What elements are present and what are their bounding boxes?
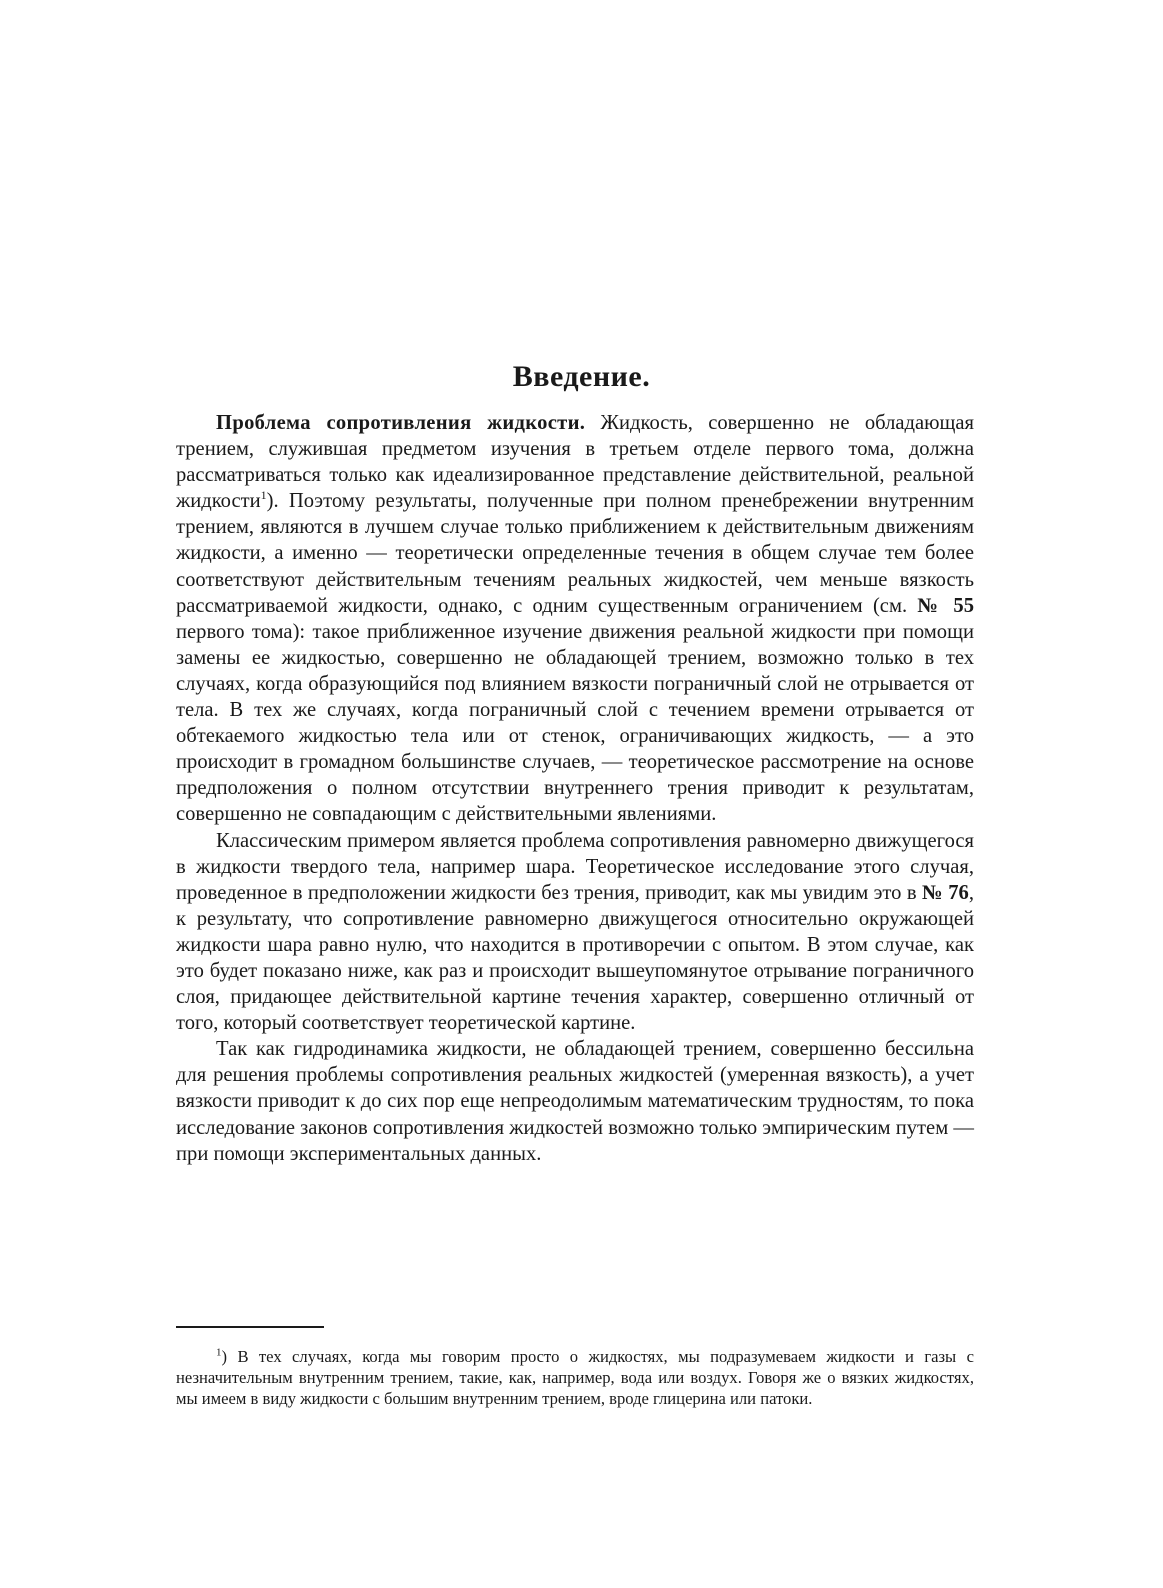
section-run-head: Проблема сопротивления жидкости.	[216, 412, 586, 434]
body-text	[176, 410, 974, 1167]
section-reference: № 55	[917, 594, 975, 617]
footnote-text: ) В тех случаях, когда мы говорим просто о жидкостях, мы подразумеваем жидкости и газы с незначительным внутренним трением, такие, как, например, вода или воздух. Говоря же о вязких жидкостях, мы имеем в виду жидкости с большим внутренним трением, вроде глицерина или патоки.	[176, 1347, 974, 1408]
paragraph-text: Жидкость, совершенно не обладающая трением, служившая предметом изучения в третьем отделе первого тома, должна рассматриваться только как идеализированное представление действительной, реальной жидкости	[176, 412, 974, 513]
paragraph-text: ). Поэтому результаты, полученные при полном пренебрежении внутренним трением, являются в лучшем случае только приближением к действительным движениям жидкости, а именно — теоретически определенные течения в общем случае тем более соответствуют действительным течениям реальных жидкостей, чем меньше вязкость рассматриваемой жидкости, однако, с одним существенным ограничением (см.	[176, 490, 974, 617]
paragraph-text: Так как гидродинамика жидкости, не обладающей трением, совершенно бессильна для решения проблемы сопротивления реальных жидкостей (умеренная вязкость), а учет вязкости приводит к до сих пор еще непреодолимым математическим трудностям, то пока исследование законов сопротивления жидкостей возможно только эмпирическим путем — при помощи экспериментальных данных.	[176, 1038, 974, 1165]
chapter-title: Введение.	[512, 360, 651, 393]
paragraph	[176, 410, 974, 828]
paragraph-text: Классическим примером является проблема сопротивления равномерно движущегося в жидкости твердого тела, например шара. Теоретическое исследование этого случая, проведенное в предположении жидкости без трения, приводит, как мы увидим это в	[176, 829, 974, 904]
footnote-reference[interactable]: 1	[260, 488, 267, 503]
footnote-marker: 1	[216, 1346, 222, 1359]
paragraph	[176, 1036, 974, 1166]
paragraph-text: , к результату, что сопротивление равномерно движущегося относительно окружающей жидкости шара равно нулю, что находится в противоречии с опытом. В этом случае, как это будет показано ниже, как раз и происходит вышеупомянутое отрывание пограничного слоя, придающее действительной картине течения характер, совершенно отличный от того, который соответствует теоретической картине.	[176, 881, 974, 1035]
section-reference: № 76	[921, 881, 969, 904]
footnote-divider	[176, 1326, 324, 1328]
paragraph	[176, 828, 974, 1037]
paragraph-text: первого тома): такое приближенное изучение движения реальной жидкости при помощи замены ее жидкостью, совершенно не обладающей трением, возможно только в тех случаях, когда образующийся под влиянием вязкости пограничный слой не отрывается от тела. В тех же случаях, когда пограничный слой с течением времени отрывается от обтекаемого жидкостью тела или от стенок, ограничивающих жидкость, — а это происходит в громадном большинстве случаев, — теоретическое рассмотрение на основе предположения о полном отсутствии внутреннего трения приводит к результатам, совершенно не совпадающим с действительными явлениями.	[176, 620, 974, 826]
footnote	[176, 1346, 974, 1409]
